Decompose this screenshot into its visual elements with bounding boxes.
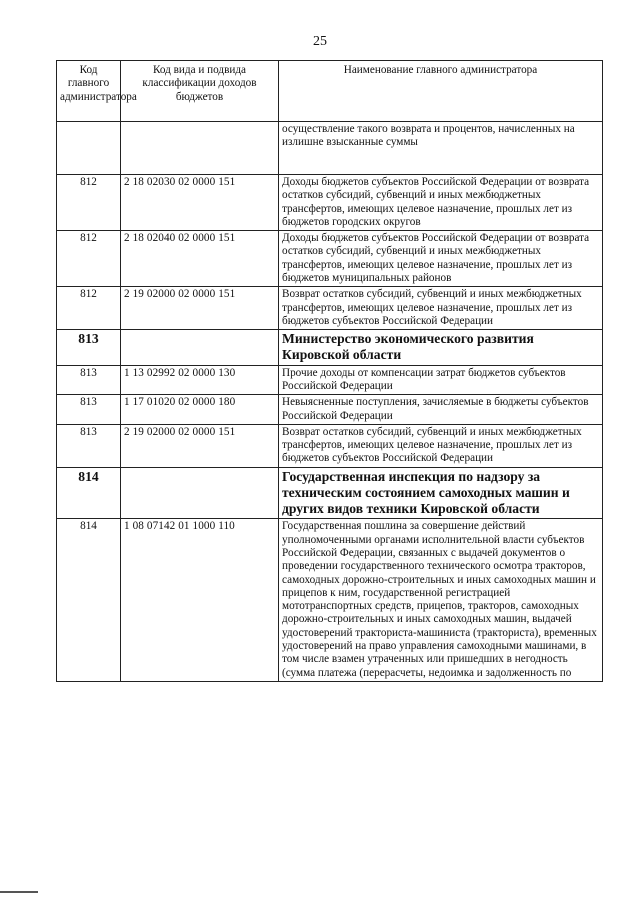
cell-code: 812 xyxy=(57,231,121,287)
admin-heading-row xyxy=(57,330,603,365)
cell-kbk: 2 18 02040 02 0000 151 xyxy=(121,231,279,287)
header-budget-class-code: Код вида и подвида классификации доходов бюджетов xyxy=(121,61,279,122)
cell-code: 813 xyxy=(57,424,121,467)
admin-heading-row xyxy=(57,467,603,519)
cell-name: Доходы бюджетов субъектов Российской Федерации от возврата остатков субсидий, субвенций и иных межбюджетных трансфертов, имеющих целевое назначение, прошлых лет из бюджетов городских округов xyxy=(279,175,603,231)
cell-kbk: 2 19 02000 02 0000 151 xyxy=(121,424,279,467)
cell-name: Прочие доходы от компенсации затрат бюджетов субъектов Российской Федерации xyxy=(279,365,603,395)
cell-code: 812 xyxy=(57,175,121,231)
admin-name: Министерство экономического развития Кировской области xyxy=(279,330,603,365)
table-row xyxy=(57,519,603,682)
cell-name: Невыясненные поступления, зачисляемые в бюджеты субъектов Российской Федерации xyxy=(279,395,603,425)
table-row xyxy=(57,175,603,231)
cell-name: Возврат остатков субсидий, субвенций и иных межбюджетных трансфертов, имеющих целевое назначение, прошлых лет из бюджетов субъектов Российской Федерации xyxy=(279,424,603,467)
cell-kbk: 2 18 02030 02 0000 151 xyxy=(121,175,279,231)
table-header-row xyxy=(57,61,603,122)
table-row-continuation xyxy=(57,122,603,175)
page-number: 25 xyxy=(313,34,327,49)
budget-revenue-table xyxy=(56,60,603,682)
cell-code: 814 xyxy=(57,519,121,682)
cell-code: 812 xyxy=(57,287,121,330)
cell-kbk xyxy=(121,122,279,175)
cell-name: Государственная пошлина за совершение действий уполномоченными органами исполнительной власти субъектов Российской Федерации, связанных с выдачей документов о проведении государственного технического осмотра тракторов, самоходных дорожно-строительных и иных самоходных машин и прицепов к ним, государственной регистрацией мототранспортных средств, прицепов, тракторов, самоходных дорожно-строительных и иных самоходных машин, выдачей удостоверений тракториста-машиниста (тракториста), временных удостоверений на право управления самоходными машинами, в том числе взамен утраченных или пришедших в негодность (сумма платежа (перерасчеты, недоимка и задолженность по xyxy=(279,519,603,682)
header-admin-code: Код главного администратора xyxy=(57,61,121,122)
header-admin-name: Наименование главного администратора xyxy=(279,61,603,122)
cell-name: Возврат остатков субсидий, субвенций и иных межбюджетных трансфертов, имеющих целевое назначение, прошлых лет из бюджетов субъектов Российской Федерации xyxy=(279,287,603,330)
table-row xyxy=(57,287,603,330)
cell-kbk: 1 08 07142 01 1000 110 xyxy=(121,519,279,682)
table-row xyxy=(57,424,603,467)
cell-kbk: 1 13 02992 02 0000 130 xyxy=(121,365,279,395)
cell-kbk xyxy=(121,330,279,365)
cell-code xyxy=(57,122,121,175)
cell-kbk: 2 19 02000 02 0000 151 xyxy=(121,287,279,330)
cell-code: 813 xyxy=(57,330,121,365)
scan-edge-mark xyxy=(0,891,38,893)
cell-kbk: 1 17 01020 02 0000 180 xyxy=(121,395,279,425)
table-row xyxy=(57,365,603,395)
cell-code: 814 xyxy=(57,467,121,519)
table-row xyxy=(57,231,603,287)
cell-name: Доходы бюджетов субъектов Российской Федерации от возврата остатков субсидий, субвенций и иных межбюджетных трансфертов, имеющих целевое назначение, прошлых лет из бюджетов муниципальных районов xyxy=(279,231,603,287)
cell-kbk xyxy=(121,467,279,519)
admin-name: Государственная инспекция по надзору за техническим состоянием самоходных машин и других видов техники Кировской области xyxy=(279,467,603,519)
table-row xyxy=(57,395,603,425)
cell-code: 813 xyxy=(57,365,121,395)
cell-name: осуществление такого возврата и процентов, начисленных на излишне взысканные суммы xyxy=(279,122,603,175)
cell-code: 813 xyxy=(57,395,121,425)
